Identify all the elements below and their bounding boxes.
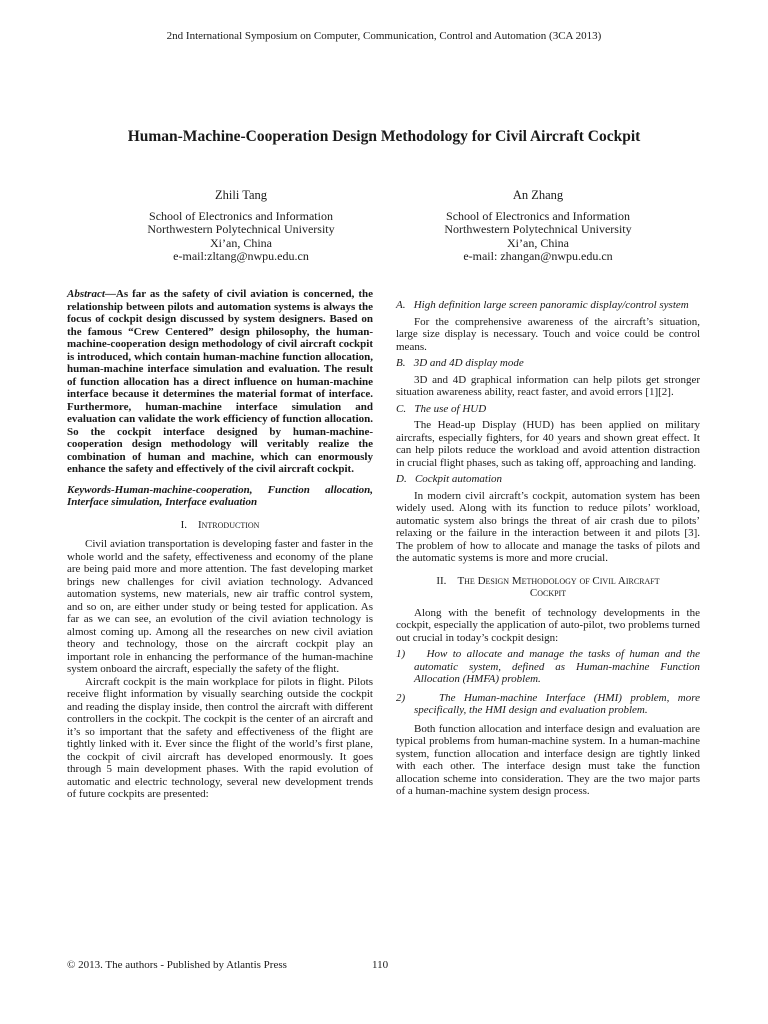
- subsection-title: Cockpit automation: [414, 473, 503, 485]
- author-city: Xi’an, China: [507, 235, 569, 250]
- item-text: How to allocate and manage the tasks of human and the automatic system, defined as Human-machine Function Allocation (HMFA) problem.: [414, 648, 700, 685]
- subsection-title: The use of HUD: [414, 402, 487, 415]
- abstract-text: —As far as the safety of civil aviation is concerned, the relationship between pilots and automation systems is always the focus of cockpit design discussed by system designers. Based on the famous “Crew Centered” design philosophy, the human-machine-cooperation design methodology of civil aircraft cockpit is introduced, which contain human-machine function allocation, human-machine interface simulation and evaluation. The result of function allocation has a direct influence on human-machine interface because it determines the material format of interface. Furthermore, human-machine interface simulation and evaluation can validate the work efficiency of function allocation. So the cockpit interface designed by human-machine-cooperation design methodology will veritably realize the combination of human and machine, which can enormously enhance the safety and effectively of the civil aircraft cockpit.: [67, 288, 373, 475]
- numbered-item-1: [396, 648, 700, 686]
- author-univ: Northwestern Polytechnical University: [147, 222, 335, 236]
- author-univ: Northwestern Polytechnical University: [444, 222, 632, 236]
- subsection-heading-b: [396, 357, 700, 370]
- paragraph: Both function allocation and interface design and evaluation are typical problems from human-machine system. In a human-machine system, function allocation and interface design are tightly linked with each other. The interface design must take the function allocation scheme into consideration. They are the two major parts of a human-machine system design process.: [396, 722, 700, 797]
- section-heading-1: [67, 519, 373, 532]
- paragraph: The Head-up Display (HUD) has been applied on military aircrafts, especially fighters, for 40 years and shown great effect. It can help pilots reduce the workload and avoid attention distraction in crucial flight phases, such as taking off, approaching and landing.: [396, 419, 700, 469]
- subsection-title: 3D and 4D display mode: [413, 357, 524, 369]
- author-block-1: [96, 189, 386, 264]
- numbered-item-2: [396, 692, 700, 717]
- subsection-label: C.: [396, 402, 407, 415]
- abstract: [67, 288, 373, 476]
- author-email: e-mail:zltang@nwpu.edu.cn: [173, 249, 309, 263]
- subsection-heading-c: [396, 403, 700, 416]
- subsection-label: A.: [396, 299, 406, 311]
- subsection-heading-d: [396, 473, 700, 486]
- subsection-heading-a: [396, 299, 700, 312]
- abstract-lead: Abstract: [67, 288, 105, 300]
- item-number: 2): [396, 691, 406, 704]
- paragraph: 3D and 4D graphical information can help pilots get stronger situation awareness ability, react faster, and avoid errors [1][2].: [396, 373, 700, 398]
- paper-title: Human-Machine-Cooperation Design Methodology for Civil Aircraft Cockpit: [127, 128, 641, 145]
- subsection-label: D.: [396, 473, 407, 485]
- conference-header: 2nd International Symposium on Computer, Communication, Control and Automation (3CA 2013): [166, 30, 602, 42]
- paragraph: Civil aviation transportation is developing faster and faster in the whole world and the safety, effectiveness and economy of the plane are being paid more and more attention. The fast developing market brings new challenges for civil aviation technology. Advanced automation systems, new materials, new air traffic control system, and so on, are either under study or being tested for application. As far as we can see, an evolution of the civil aviation technology is almost coming up. Among all the researches on new civil aviation theory and technology, those on the aircraft cockpit play an important role in enhancing the performance of the human-machine system onboard the aircraft, especially the safety of the flight.: [67, 538, 373, 675]
- subsection-label: B.: [396, 357, 406, 369]
- section-title-line1: The Design Methodology of Civil Aircraft: [457, 574, 660, 587]
- paragraph: Along with the benefit of technology developments in the cockpit, especially the application of auto-pilot, two problems turned out crucial in today’s cockpit design:: [396, 606, 700, 644]
- author-name: Zhili Tang: [214, 188, 267, 202]
- subsection-title: High definition large screen panoramic display/control system: [413, 299, 689, 311]
- author-dept: School of Electronics and Information: [446, 208, 630, 223]
- keywords: Keywords-Human-machine-cooperation, Function allocation, Interface simulation, Interface evaluation: [67, 483, 373, 508]
- item-text: The Human-machine Interface (HMI) problem, more specifically, the HMI design and evaluation problem.: [414, 691, 700, 716]
- author-city: Xi’an, China: [210, 235, 272, 250]
- item-number: 1): [396, 648, 406, 660]
- section-number: I.: [180, 518, 187, 531]
- footer-copyright: © 2013. The authors - Published by Atlantis Press: [67, 959, 287, 971]
- section-number: II.: [436, 574, 447, 587]
- section-title-line2: Cockpit: [529, 587, 567, 599]
- page-number: 110: [372, 959, 389, 971]
- left-column: [67, 288, 373, 801]
- right-column: [396, 295, 700, 798]
- paragraph: For the comprehensive awareness of the aircraft’s situation, large size display is necessary. Touch and voice could be control means.: [396, 315, 700, 353]
- author-email: e-mail: zhangan@nwpu.edu.cn: [463, 249, 613, 263]
- author-dept: School of Electronics and Information: [149, 208, 333, 223]
- paragraph: In modern civil aircraft’s cockpit, automation system has been widely used. Along with its function to reduce pilots’ workload, automatic system also brings the threat of air crash due to pilots’ relaxing or the failure in the interaction between it and pilots [3]. The problem of how to allocate and manage the tasks of pilots and the automatic systems is more and more crucial.: [396, 489, 700, 564]
- section-title: Introduction: [197, 518, 260, 531]
- paragraph: Aircraft cockpit is the main workplace for pilots in flight. Pilots receive flight information by visually searching outside the cockpit and reading the display inside, then control the aircraft with different controllers in the cockpit. The cockpit is the center of an aircraft and it’s so important that the safety and effectiveness of the flight are tightly linked with it. Ever since the flight of the world’s first plane, the cockpit of civil aircraft has developed enormously. It goes through 5 main development phases. With the rapid evolution of automatic and electric technology, several new development trends of future cockpits are presented:: [67, 675, 373, 800]
- author-block-2: [393, 189, 683, 264]
- section-heading-2: [396, 575, 700, 600]
- author-name: An Zhang: [512, 188, 564, 202]
